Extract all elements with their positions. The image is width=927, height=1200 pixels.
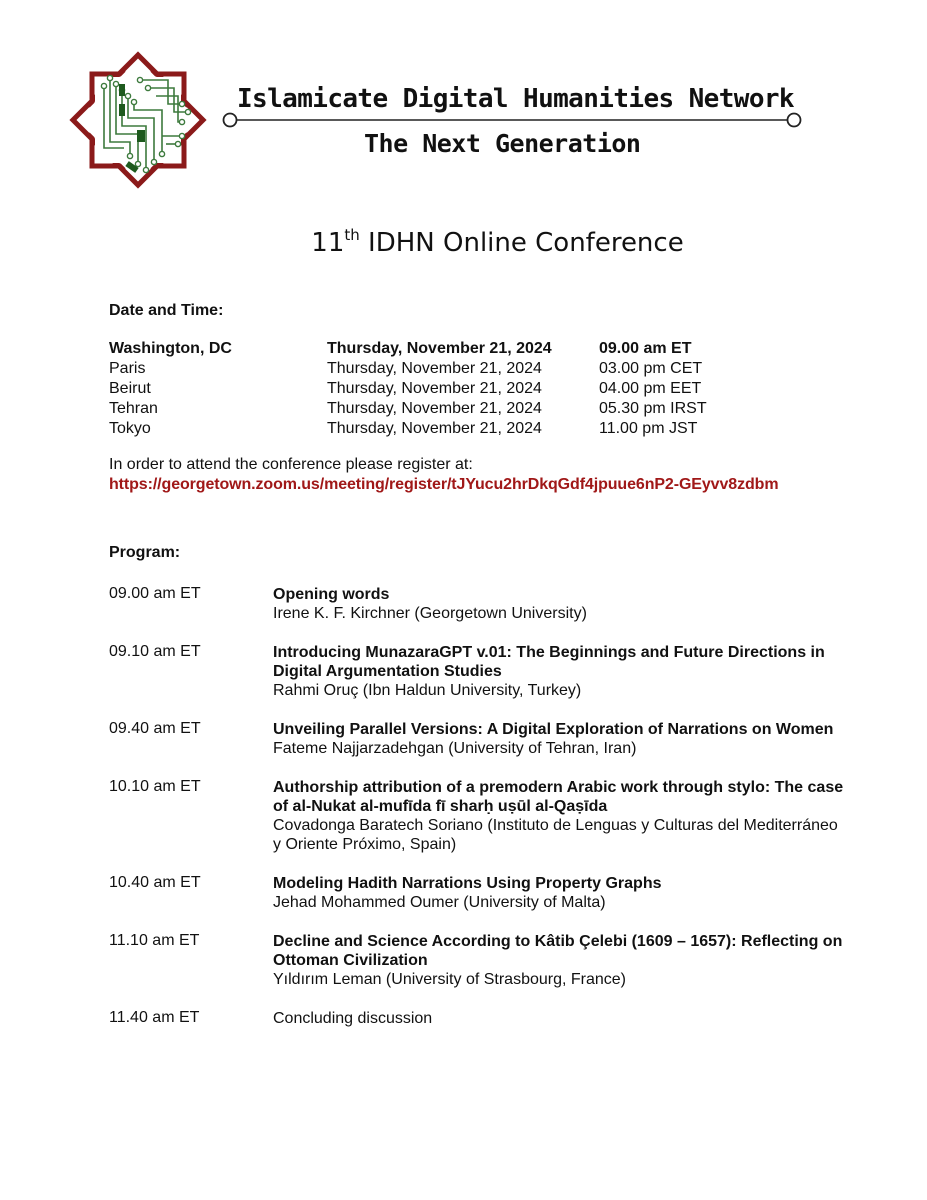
conference-title [0, 226, 927, 258]
program-speaker: Fateme Najjarzadehgan (University of Tehran, Iran) [273, 740, 637, 757]
program-speaker: Jehad Mohammed Oumer (University of Malta) [273, 894, 606, 911]
program-time: 10.40 am ET [109, 874, 201, 891]
schedule-date: Thursday, November 21, 2024 [327, 420, 542, 437]
schedule-date: Thursday, November 21, 2024 [327, 380, 542, 397]
program-item [109, 585, 889, 623]
schedule-date: Thursday, November 21, 2024 [327, 360, 542, 377]
program-title: Concluding discussion [273, 1010, 433, 1027]
program-body [273, 874, 889, 912]
program-body [273, 585, 889, 623]
schedule-time: 09.00 am ET [599, 340, 692, 357]
title-ordinal-suffix: th [344, 226, 360, 244]
program-title: Introducing MunazaraGPT v.01: The Beginnings and Future Directions in [273, 644, 825, 661]
program-speaker: Yıldırım Leman (University of Strasbourg, France) [273, 971, 627, 988]
program-item [109, 643, 889, 700]
title-rest: IDHN Online Conference [368, 228, 684, 258]
program-time: 09.10 am ET [109, 643, 201, 660]
schedule-date: Thursday, November 21, 2024 [327, 400, 542, 417]
tagline: The Next Generation [364, 129, 641, 158]
header-divider [222, 110, 802, 130]
program-body [273, 720, 889, 758]
program-item [109, 932, 889, 989]
schedule-time: 11.00 pm JST [599, 420, 698, 437]
program-body [273, 1009, 889, 1028]
program-list [109, 585, 889, 1028]
program-time: 09.00 am ET [109, 585, 201, 602]
program-time: 10.10 am ET [109, 778, 201, 795]
program-title: Opening words [273, 586, 390, 603]
program-title: Digital Argumentation Studies [273, 663, 502, 680]
idhn-logo [64, 46, 212, 194]
program-title: Modeling Hadith Narrations Using Property Graphs [273, 875, 662, 892]
schedule-time: 05.30 pm IRST [599, 400, 707, 417]
schedule-time: 04.00 pm EET [599, 380, 702, 397]
program-speaker: y Oriente Próximo, Spain) [273, 836, 457, 853]
schedule-city: Washington, DC [109, 340, 232, 357]
program-title: Decline and Science According to Kâtib Çelebi (1609 – 1657): Reflecting on [273, 933, 843, 950]
title-ordinal: 11 [311, 228, 345, 258]
schedule-time: 03.00 pm CET [599, 360, 703, 377]
schedule-city: Tokyo [109, 420, 151, 437]
program-title: Authorship attribution of a premodern Arabic work through stylo: The case [273, 779, 844, 796]
network-name: Islamicate Digital Humanities Network [237, 84, 794, 114]
schedule-city: Paris [109, 360, 146, 377]
program-title: Unveiling Parallel Versions: A Digital Exploration of Narrations on Women [273, 721, 834, 738]
program-time: 09.40 am ET [109, 720, 201, 737]
program-speaker: Covadonga Baratech Soriano (Instituto de Lenguas y Culturas del Mediterráneo [273, 817, 838, 834]
program-item [109, 720, 889, 758]
registration-link[interactable]: https://georgetown.zoom.us/meeting/register/tJYucu2hrDkqGdf4jpuue6nP2-GEyvv8zdbm [109, 476, 779, 493]
date-time-heading: Date and Time: [109, 302, 224, 319]
program-time: 11.40 am ET [109, 1009, 200, 1026]
program-title: Ottoman Civilization [273, 952, 428, 969]
program-speaker: Irene K. F. Kirchner (Georgetown University) [273, 605, 587, 622]
program-item [109, 1009, 889, 1028]
program-item [109, 778, 889, 854]
program-speaker: Rahmi Oruç (Ibn Haldun University, Turkey) [273, 682, 582, 699]
program-time: 11.10 am ET [109, 932, 200, 949]
program-heading: Program: [109, 544, 181, 561]
program-body [273, 932, 889, 989]
registration-text: In order to attend the conference please register at: [109, 456, 473, 473]
program-body [273, 778, 889, 854]
schedule-city: Tehran [109, 400, 158, 417]
program-body [273, 643, 889, 700]
schedule-city: Beirut [109, 380, 151, 397]
schedule-date: Thursday, November 21, 2024 [327, 340, 552, 357]
program-item [109, 874, 889, 912]
program-title: of al-Nukat al-mufīda fī sharḥ uṣūl al-Qaṣīda [273, 798, 608, 815]
